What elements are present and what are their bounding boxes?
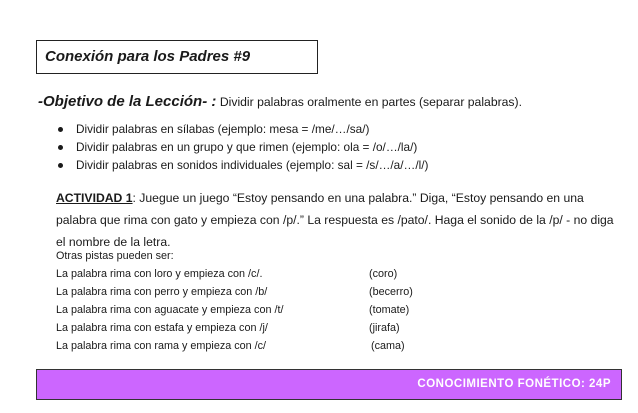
clue-prompt: La palabra rima con rama y empieza con /c/ [56, 340, 267, 352]
lesson-objective [38, 93, 522, 110]
clue-row [56, 338, 405, 354]
clue-answer: (cama) [371, 340, 405, 352]
clue-prompt: La palabra rima con estafa y empieza con /j/ [56, 322, 268, 334]
footer-label: CONOCIMIENTO FONÉTICO: 24P [417, 378, 611, 390]
activity-label: ACTIVIDAD 1 [56, 191, 133, 205]
objective-label: -Objetivo de la Lección- : [38, 93, 217, 110]
objective-bullet-list [58, 120, 428, 174]
objective-text: Dividir palabras oralmente en partes (separar palabras). [219, 95, 522, 109]
clue-row [56, 284, 413, 300]
page-title: Conexión para los Padres #9 [45, 48, 251, 65]
footer-bar [36, 369, 622, 400]
activity-text: : Juegue un juego “Estoy pensando en una palabra.” Diga, “Estoy pensando en una palabra que rima con gato y empieza con /p/.” La respuesta es /pato/. Haga el sonido de la /p/ - no diga el nombre de la letra. [56, 191, 614, 249]
title-box [36, 40, 318, 74]
activity-paragraph [56, 187, 616, 253]
clue-prompt: La palabra rima con aguacate y empieza con /t/ [56, 304, 284, 316]
clue-row [56, 302, 410, 318]
clue-answer: (tomate) [369, 304, 410, 316]
clue-prompt: La palabra rima con loro y empieza con /c/. [56, 268, 263, 280]
clue-row [56, 320, 400, 336]
clue-answer: (coro) [369, 268, 398, 280]
clue-answer: (becerro) [369, 286, 413, 298]
bullet-item: Dividir palabras en sílabas (ejemplo: mesa = /me/…/sa/) [58, 120, 428, 138]
bullet-item: Dividir palabras en sonidos individuales (ejemplo: sal = /s/…/a/…/l/) [58, 156, 428, 174]
clue-prompt: La palabra rima con perro y empieza con /b/ [56, 286, 268, 298]
clue-row [56, 266, 398, 282]
clues-intro: Otras pistas pueden ser: [56, 250, 174, 262]
bullet-item: Dividir palabras en un grupo y que rimen (ejemplo: ola = /o/…/la/) [58, 138, 428, 156]
clue-answer: (jirafa) [369, 322, 400, 334]
